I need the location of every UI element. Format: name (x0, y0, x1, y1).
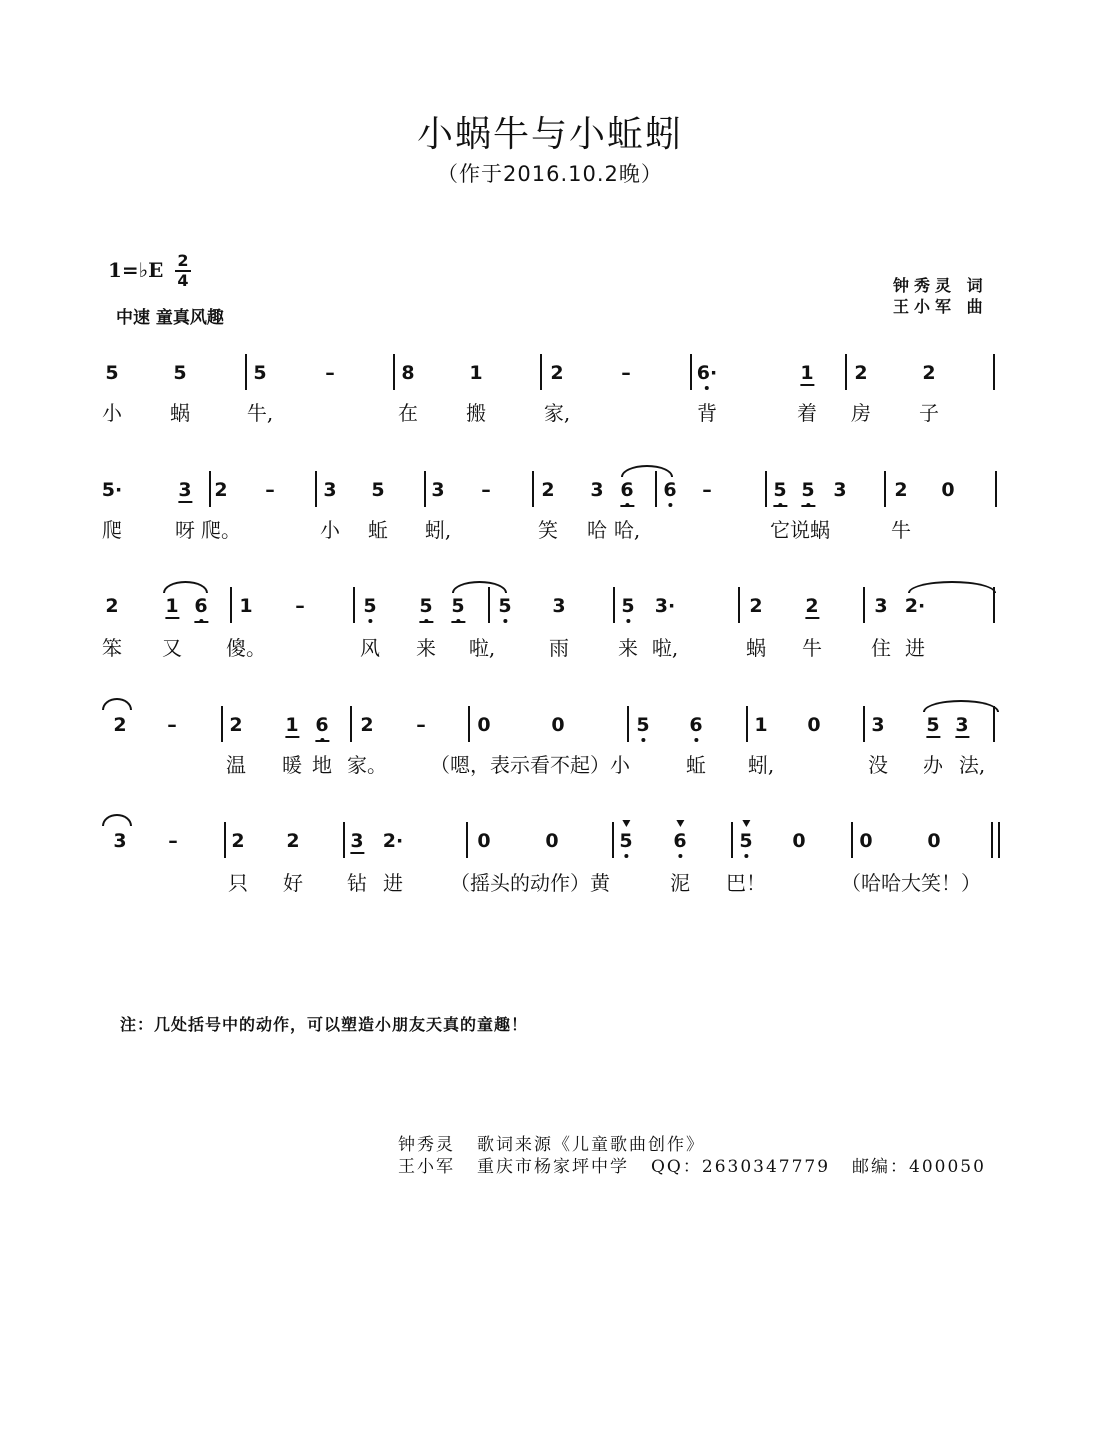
lyric-syllable: 家, (543, 401, 571, 425)
lyric-syllable: 温 (226, 753, 246, 777)
time-signature-bottom: 4 (177, 271, 189, 290)
tie-slur (452, 581, 507, 593)
lyric-syllable: 没 (868, 753, 888, 777)
note: 5 (419, 595, 432, 617)
lyric-syllable: 啦, (468, 636, 496, 660)
lyric-syllable: 傻。 (226, 636, 266, 660)
bar-line (731, 822, 733, 858)
note: 6 (620, 479, 633, 501)
lyric-syllable: （嗯，表示看不起）小 (430, 753, 630, 777)
underline-beam (451, 621, 465, 623)
bar-line (738, 587, 740, 623)
tempo-marking: 中速 童真风趣 (116, 308, 224, 328)
note: 5 (801, 479, 814, 501)
tie-slur (923, 700, 999, 712)
note: 5 (636, 714, 649, 736)
lyric-syllable: 风 (360, 636, 380, 660)
bar-line (851, 822, 853, 858)
tie-slur (102, 698, 132, 710)
note: 1 (469, 362, 483, 384)
note: 5 (498, 595, 511, 617)
lyric-syllable: 笑 (538, 518, 558, 542)
lyric-syllable: 搬 (466, 401, 486, 425)
lyric-syllable: 啦, (651, 636, 679, 660)
bar-line (995, 471, 997, 507)
note: – (481, 479, 491, 501)
lyric-syllable: 蜗 (170, 401, 190, 425)
footer-line-2 (398, 1152, 986, 1177)
bar-line (230, 587, 232, 623)
bar-line (350, 706, 352, 742)
note: 2 (805, 595, 819, 617)
note: – (265, 479, 275, 501)
octave-dot (368, 619, 372, 623)
tie-slur (102, 814, 132, 826)
lyric-syllable: 法, (958, 753, 986, 777)
accent-mark (676, 820, 684, 827)
bar-line (353, 587, 355, 623)
bar-line (765, 471, 767, 507)
note: 5 (371, 479, 385, 501)
note: 2 (229, 714, 243, 736)
lyric-syllable: 子 (919, 401, 939, 425)
underline-beam (194, 621, 208, 623)
footer-postcode: 邮编：400050 (852, 1157, 986, 1177)
note: 2· (382, 830, 404, 852)
time-signature-top: 2 (177, 251, 189, 270)
bar-line (343, 822, 345, 858)
note: 0 (792, 830, 806, 852)
lyric-syllable: 暖 (282, 753, 302, 777)
lyric-syllable: 背 (697, 401, 717, 425)
note: 3 (874, 595, 888, 617)
note: 2 (922, 362, 936, 384)
note: 0 (859, 830, 873, 852)
lyric-syllable: 牛, (246, 401, 274, 425)
note: 2· (904, 595, 926, 617)
note: 3 (350, 830, 364, 852)
note: 5 (451, 595, 464, 617)
lyric-syllable: 雨 (549, 636, 569, 660)
lyric-syllable: 办 (923, 753, 943, 777)
bar-line (221, 706, 223, 742)
footer-lyricist-name: 钟秀灵 (398, 1135, 455, 1155)
note: – (621, 362, 631, 384)
note: 3 (833, 479, 847, 501)
bar-line (690, 354, 692, 390)
note: 5 (253, 362, 267, 384)
note: 5 (173, 362, 187, 384)
note: 5 (621, 595, 634, 617)
song-subtitle: （作于2016.10.2晚） (437, 162, 663, 186)
note: 2 (854, 362, 868, 384)
bar-line (845, 354, 847, 390)
lyric-syllable: 来 (618, 636, 638, 660)
note: 5· (101, 479, 123, 501)
lyric-syllable: 只 (228, 871, 248, 895)
lyric-syllable: 小 (320, 518, 340, 542)
note: 3 (431, 479, 445, 501)
note: 6 (194, 595, 207, 617)
bar-line (245, 354, 247, 390)
lyric-syllable: 蚓, (424, 518, 452, 542)
note: 3 (871, 714, 885, 736)
song-title: 小蜗牛与小蚯蚓 (416, 114, 683, 155)
note: 0 (477, 714, 491, 736)
bar-line (991, 822, 993, 858)
underline-beam (773, 505, 787, 507)
note: 5 (105, 362, 119, 384)
lyricist-credit: 钟秀灵 词 (893, 276, 988, 295)
note: 5 (773, 479, 786, 501)
note: 2 (360, 714, 374, 736)
note: 0 (941, 479, 955, 501)
note: 2 (749, 595, 763, 617)
tie-slur (163, 581, 208, 593)
note: 6 (689, 714, 702, 736)
bar-line (884, 471, 886, 507)
underline-beam (285, 736, 299, 738)
lyric-syllable: 家。 (347, 753, 387, 777)
lyric-syllable: 小 (102, 401, 122, 425)
note: 3 (955, 714, 969, 736)
note: 2 (286, 830, 300, 852)
accent-mark (742, 820, 750, 827)
note: 0 (807, 714, 821, 736)
bar-line (468, 706, 470, 742)
octave-dot (744, 854, 748, 858)
lyric-syllable: 笨 (102, 636, 122, 660)
note: 2 (113, 714, 127, 736)
bar-line (393, 354, 395, 390)
octave-dot (626, 619, 630, 623)
underline-beam (800, 384, 814, 386)
underline-beam (315, 740, 329, 742)
note: 3 (323, 479, 337, 501)
note: 2 (541, 479, 555, 501)
note: 5 (363, 595, 376, 617)
lyric-syllable: 来 (416, 636, 436, 660)
note: 2 (105, 595, 119, 617)
lyric-syllable: 进 (905, 636, 925, 660)
accent-mark (622, 820, 630, 827)
note: 3 (552, 595, 566, 617)
lyric-syllable: 泥 (670, 871, 690, 895)
octave-dot (624, 854, 628, 858)
lyric-syllable: 爬 (102, 518, 122, 542)
note: 1 (754, 714, 768, 736)
note: 8 (401, 362, 415, 384)
note: 6 (315, 714, 328, 736)
footer-lyrics-source: 歌词来源《儿童歌曲创作》 (477, 1135, 705, 1155)
lyric-syllable: 巴！ (726, 871, 766, 895)
bar-line (998, 822, 1000, 858)
underline-beam (620, 505, 634, 507)
lyric-syllable: 爬。 (201, 518, 241, 542)
note: 1 (800, 362, 814, 384)
note: 3 (178, 479, 192, 501)
note: 6 (673, 830, 686, 852)
bar-line (424, 471, 426, 507)
note: 0 (545, 830, 559, 852)
note: 2 (894, 479, 908, 501)
lyric-syllable: 进 (383, 871, 403, 895)
underline-beam (926, 736, 940, 738)
footer-composer-name: 王小军 (398, 1157, 455, 1177)
lyric-syllable: 蚯 (368, 518, 388, 542)
lyric-syllable: （哈哈大笑！） (841, 871, 981, 895)
note: – (295, 595, 305, 617)
lyric-syllable: 牛 (802, 636, 822, 660)
lyric-syllable: 蚓, (747, 753, 775, 777)
underline-beam (165, 617, 179, 619)
bar-line (540, 354, 542, 390)
lyric-syllable: 住 (871, 636, 891, 660)
lyric-syllable: 着 (797, 401, 817, 425)
composer-credit: 王小军 曲 (893, 297, 988, 316)
underline-beam (178, 501, 192, 503)
key-signature: 1=♭E (108, 258, 164, 282)
lyric-syllable: 地 (312, 753, 332, 777)
footer-school: 重庆市杨家坪中学 (477, 1157, 629, 1177)
lyric-syllable: 呀 (175, 518, 195, 542)
tie-slur (621, 465, 673, 477)
lyric-syllable: 又 (162, 636, 182, 660)
underline-beam (955, 736, 969, 738)
bar-line (612, 822, 614, 858)
bar-line (613, 587, 615, 623)
lyric-syllable: 房 (851, 401, 871, 425)
bar-line (746, 706, 748, 742)
note: 5 (619, 830, 632, 852)
bar-line (224, 822, 226, 858)
lyric-syllable: 牛 (891, 518, 911, 542)
lyric-syllable: 哈 (587, 518, 607, 542)
lyric-syllable: （摇头的动作）黄 (450, 871, 610, 895)
underline-beam (419, 621, 433, 623)
octave-dot (668, 503, 672, 507)
bar-line (863, 587, 865, 623)
octave-dot (503, 619, 507, 623)
lyric-syllable: 好 (283, 871, 303, 895)
note: 1 (285, 714, 299, 736)
lyric-syllable: 哈, (613, 518, 641, 542)
note: 5 (926, 714, 940, 736)
note: 1 (239, 595, 253, 617)
note: – (325, 362, 335, 384)
footer-qq: QQ：2630347779 (651, 1157, 831, 1177)
underline-beam (350, 852, 364, 854)
note: 3· (654, 595, 676, 617)
note: 3 (590, 479, 604, 501)
underline-beam (801, 505, 815, 507)
lyric-syllable: 蜗 (746, 636, 766, 660)
lyric-syllable: 在 (398, 401, 418, 425)
underline-beam (805, 617, 819, 619)
note: 1 (165, 595, 179, 617)
note: 5 (739, 830, 752, 852)
bar-line (315, 471, 317, 507)
performance-note: 注：几处括号中的动作，可以塑造小朋友天真的童趣！ (120, 1015, 529, 1034)
note: 2 (214, 479, 228, 501)
bar-line (466, 822, 468, 858)
note: 0 (477, 830, 491, 852)
octave-dot (705, 386, 709, 390)
note: 0 (927, 830, 941, 852)
note: – (702, 479, 712, 501)
bar-line (993, 354, 995, 390)
note: 3 (113, 830, 127, 852)
tie-slur (908, 581, 996, 593)
note: – (168, 830, 178, 852)
bar-line (627, 706, 629, 742)
octave-dot (641, 738, 645, 742)
lyric-syllable: 蚯 (686, 753, 706, 777)
bar-line (209, 471, 211, 507)
note: 2 (231, 830, 245, 852)
time-signature (174, 252, 192, 290)
lyric-syllable: 它说蜗 (770, 518, 830, 542)
note: 0 (551, 714, 565, 736)
note: 6 (663, 479, 676, 501)
octave-dot (694, 738, 698, 742)
note: 2 (550, 362, 564, 384)
note: 6· (697, 362, 717, 384)
note: – (416, 714, 426, 736)
octave-dot (678, 854, 682, 858)
bar-line (863, 706, 865, 742)
lyric-syllable: 钻 (347, 871, 367, 895)
note: – (167, 714, 177, 736)
bar-line (532, 471, 534, 507)
